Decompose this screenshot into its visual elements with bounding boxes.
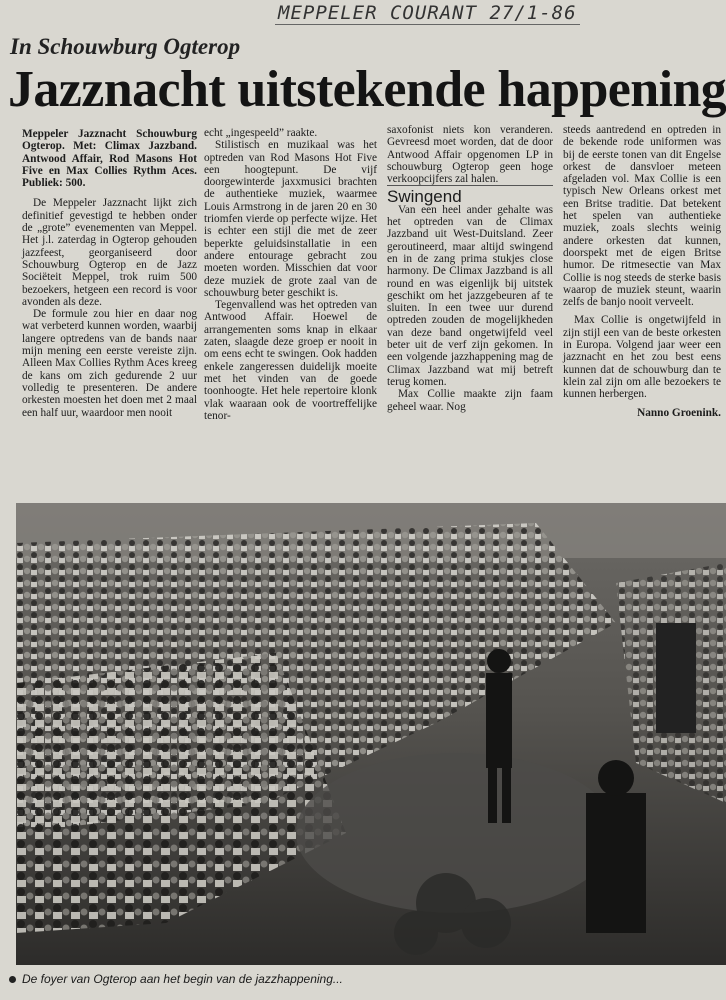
paragraph: echt „ingespeeld” raakte.: [204, 127, 318, 139]
article-column-3: [387, 124, 553, 413]
paragraph: steeds aantredend en optreden in de bekende rode uniformen was bij de eerste tonen van dit Engelse orkest de dansvloer meteen afgeladen vol. Max Collie is een typisch New Orleans orkest met een Britse traditie. Dat betekent het spelen van authentieke muziek, zoals slechts weinig andere orkesten dat kunnen, doorspekt met de eigen Britse humor. De ritmesectie van Max Collie is nog steeds de sterke basis waarop de muziek steunt, waarin zelfs de banjo nooit verveelt.: [563, 124, 721, 309]
article-column-1: [22, 128, 197, 419]
caption-text: De foyer van Ogterop aan het begin van de jazzhappening...: [22, 972, 343, 986]
byline: Nanno Groenink.: [637, 406, 721, 419]
photo-caption: [9, 972, 709, 986]
paragraph: Van een heel ander gehalte was het optreden van de Climax Jazzband uit West-Duitsland. Zeer geroutineerd, maar altijd swingend en in de zang prima stukjes close harmony. De Climax Jazzband is all round en was eigenlijk bij uitstek geschikt om het jazzgebeuren af te sluiten. In een twee uur durend optreden zouden de mogelijkheden van deze band ongetwijfeld veel beter uit de verf zijn gekomen. In een volgende jazzhappening mag de Climax Jazzband wat mij betreft terug komen.: [387, 203, 553, 388]
article-lead: Meppeler Jazznacht Schouwburg Ogterop. Met: Climax Jazzband. Antwood Affair, Rod Masons Hot Five en Max Collies Rythm Aces. Publiek: 500.: [22, 128, 197, 190]
subheading: Swingend: [387, 185, 553, 203]
paragraph: Max Collie maakte zijn faam geheel waar. Nog: [387, 388, 553, 413]
article-column-2: [204, 127, 377, 422]
foyer-photo: [16, 503, 726, 965]
paragraph: De Meppeler Jazznacht lijkt zich definitief gevestigd te hebben onder de „grote” evenementen van Meppel. Het j.l. zaterdag in Ogterop gehouden jazzfeest, georganiseerd door Schouwburg Ogterop en de Jazz Sociëteit Meppel, trok ruim 500 bezoekers, hetgeen een record is voor avonden als deze.: [22, 197, 197, 308]
article-column-4: [563, 124, 721, 419]
paragraph: De formule zou hier en daar nog wat verbeterd kunnen worden, waarbij langere optredens van de bands naar mijn mening een eerste vereiste zijn. Alleen Max Collies Rythm Aces kreeg de kans om zich gedurende 2 uur volledig te presenteren. De andere orkesten moesten het doen met 2 maal een half uur, waardoor men nooit: [22, 308, 197, 419]
paragraph: saxofonist niets kon veranderen. Gevreesd moet worden, dat de door Antwood Affair opgenomen LP in schouwburg Ogterop geen hoge verkoopcijfers zal halen.: [387, 124, 553, 186]
paragraph: Max Collie is ongetwijfeld in zijn stijl een van de beste orkesten in Europa. Volgend jaar weer een jazznacht en het zou best eens kunnen dat de schouwburg dan te klein zal zijn om alle bezoekers te kunnen herbergen.: [563, 314, 721, 401]
paragraph: Tegenvallend was het optreden van Antwood Affair. Hoewel de arrangementen soms knap in elkaar zaten, slaagde deze groep er nooit in om eens echt te swingen. Ook hadden enkele zangeressen duidelijk moeite met het vinden van de goede toonhoogte. Het hele repertoire klonk vlak waaraan ook de voortreffelijke tenor-: [204, 299, 377, 422]
article-headline: Jazznacht uitstekende happening: [8, 61, 726, 118]
handwritten-clipping-note: MEPPELER COURANT 27/1-86: [278, 2, 577, 24]
handwritten-underline: [275, 24, 580, 25]
article-kicker: In Schouwburg Ogterop: [10, 34, 241, 59]
bullet-icon: [9, 976, 16, 983]
crowd-photo-illustration: [16, 503, 726, 965]
paragraph: Stilistisch en muzikaal was het optreden van Rod Masons Hot Five een hoogtepunt. De vijf doorgewinterde jaxxmusici brachten de authentieke muziek, waarmee Louis Armstrong in de jaren 20 en 30 triomfen vierde op perfecte wijze. Het is echter een stijl die met de zeer beperkte geluidsinstallatie in een andere entourage gebracht zou moeten worden. Misschien dat voor deze muziek de grote zaal van de schouwburg beter geschikt is.: [204, 139, 377, 299]
